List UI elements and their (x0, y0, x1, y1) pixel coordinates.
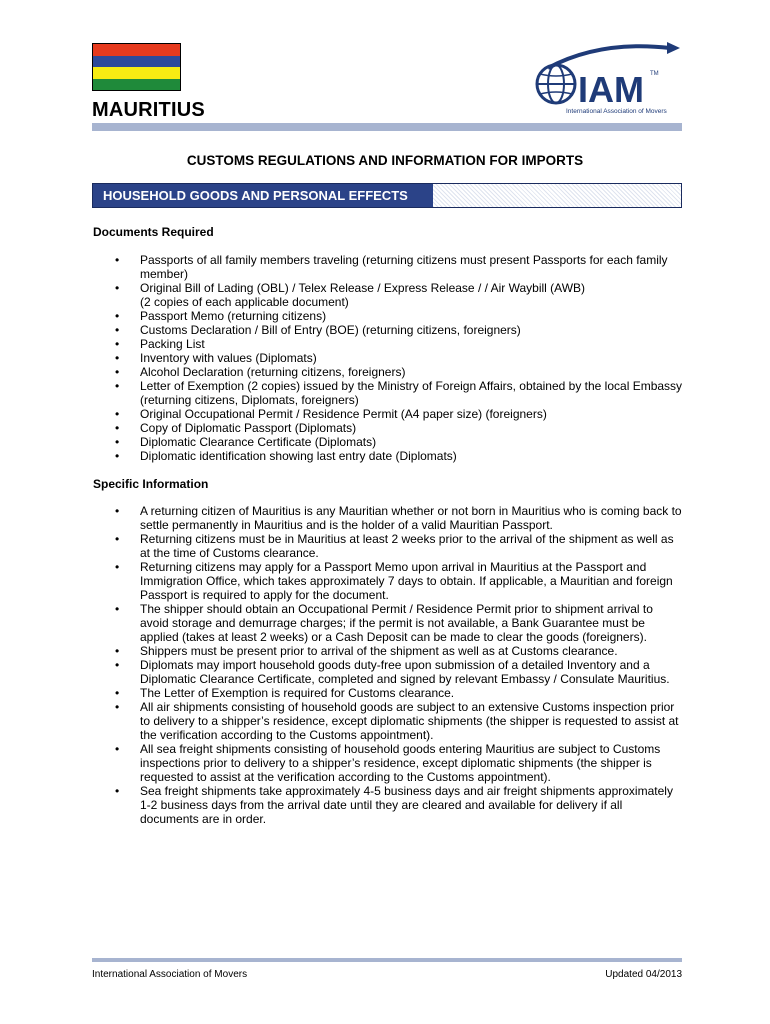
country-heading: MAURITIUS (92, 99, 205, 121)
list-item: • Copy of Diplomatic Passport (Diplomats) (93, 421, 683, 435)
flag-stripe-blue (93, 56, 180, 68)
header-divider (92, 123, 682, 131)
logo-trademark: TM (650, 71, 659, 77)
list-item: • Passport Memo (returning citizens) (93, 309, 683, 323)
list-item: • The shipper should obtain an Occupational Permit / Residence Permit prior to shipment arrival to avoid storage and demurrage charges; if the permit is not available, a Bank Guarantee must be applied (takes at least 2 weeks) or a Cash Deposit can be made to clear the goods (foreigners). (93, 602, 683, 644)
footer-organization: International Association of Movers (92, 969, 248, 980)
footer-updated-date: Updated 04/2013 (605, 969, 682, 980)
logo-caption: International Association of Movers (566, 108, 667, 115)
list-item: • Original Occupational Permit / Residence Permit (A4 paper size) (foreigners) (93, 407, 683, 421)
list-item: • Passports of all family members traveling (returning citizens must present Passports for each family member) (93, 253, 683, 281)
list-item: • Customs Declaration / Bill of Entry (BOE) (returning citizens, foreigners) (93, 323, 683, 337)
section-header-pattern (433, 184, 681, 207)
documents-list (93, 253, 683, 463)
page-title: CUSTOMS REGULATIONS AND INFORMATION FOR IMPORTS (186, 153, 584, 168)
list-item: • The Letter of Exemption is required for Customs clearance. (93, 686, 683, 700)
footer-divider (92, 958, 682, 962)
list-item: • Diplomatic identification showing last entry date (Diplomats) (93, 449, 683, 463)
specific-info-heading: Specific Information (93, 477, 209, 491)
globe-icon (537, 65, 575, 103)
documents-heading: Documents Required (93, 225, 214, 239)
list-item: • Returning citizens may apply for a Passport Memo upon arrival in Mauritius at the Passport and Immigration Office, which takes approximately 7 days to obtain. If applicable, a Mauritian and foreign Passport is required to apply for the document. (93, 560, 683, 602)
mauritius-flag (92, 43, 181, 91)
list-item: • Diplomats may import household goods duty-free upon submission of a detailed Inventory and a Diplomatic Clearance Certificate, completed and signed by relevant Embassy / Consulate Mauritius. (93, 658, 683, 686)
flag-stripe-red (93, 44, 180, 56)
list-item: • Original Bill of Lading (OBL) / Telex Release / Express Release / / Air Waybill (AWB) (2 copies of each applicable document) (93, 281, 683, 309)
list-item: • All air shipments consisting of household goods are subject to an extensive Customs inspection prior to delivery to a shipper’s residence, except diplomatic shipments (the shipper is requested to assist at the verification according to the Customs appointment). (93, 700, 683, 742)
flag-stripe-yellow (93, 67, 180, 79)
section-title: HOUSEHOLD GOODS AND PERSONAL EFFECTS (93, 184, 433, 207)
list-item: • Packing List (93, 337, 683, 351)
flag-stripe-green (93, 79, 180, 91)
list-item: • Diplomatic Clearance Certificate (Diplomats) (93, 435, 683, 449)
list-item: • All sea freight shipments consisting of household goods entering Mauritius are subject to Customs inspections prior to delivery to a shipper’s residence, except diplomatic shipments (the shipper is requested to assist at the verification according to the Customs appointment). (93, 742, 683, 784)
list-item: • Alcohol Declaration (returning citizens, foreigners) (93, 365, 683, 379)
specific-info-list (93, 504, 683, 826)
list-item: • Inventory with values (Diplomats) (93, 351, 683, 365)
list-item: • A returning citizen of Mauritius is any Mauritian whether or not born in Mauritius who is coming back to settle permanently in Mauritius and is the holder of a valid Mauritian Passport. (93, 504, 683, 532)
list-item: • Returning citizens must be in Mauritius at least 2 weeks prior to the arrival of the shipment as well as at the time of Customs clearance. (93, 532, 683, 560)
list-item: • Shippers must be present prior to arrival of the shipment as well as at Customs clearance. (93, 644, 683, 658)
list-item: • Sea freight shipments take approximately 4-5 business days and air freight shipments approximately 1-2 business days from the arrival date until they are cleared and available for delivery if all documents are in order. (93, 784, 683, 826)
logo-wordmark: IAM (578, 69, 644, 110)
section-header (92, 183, 682, 208)
list-item: • Letter of Exemption (2 copies) issued by the Ministry of Foreign Affairs, obtained by the local Embassy (returning citizens, Diplomats, foreigners) (93, 379, 683, 407)
